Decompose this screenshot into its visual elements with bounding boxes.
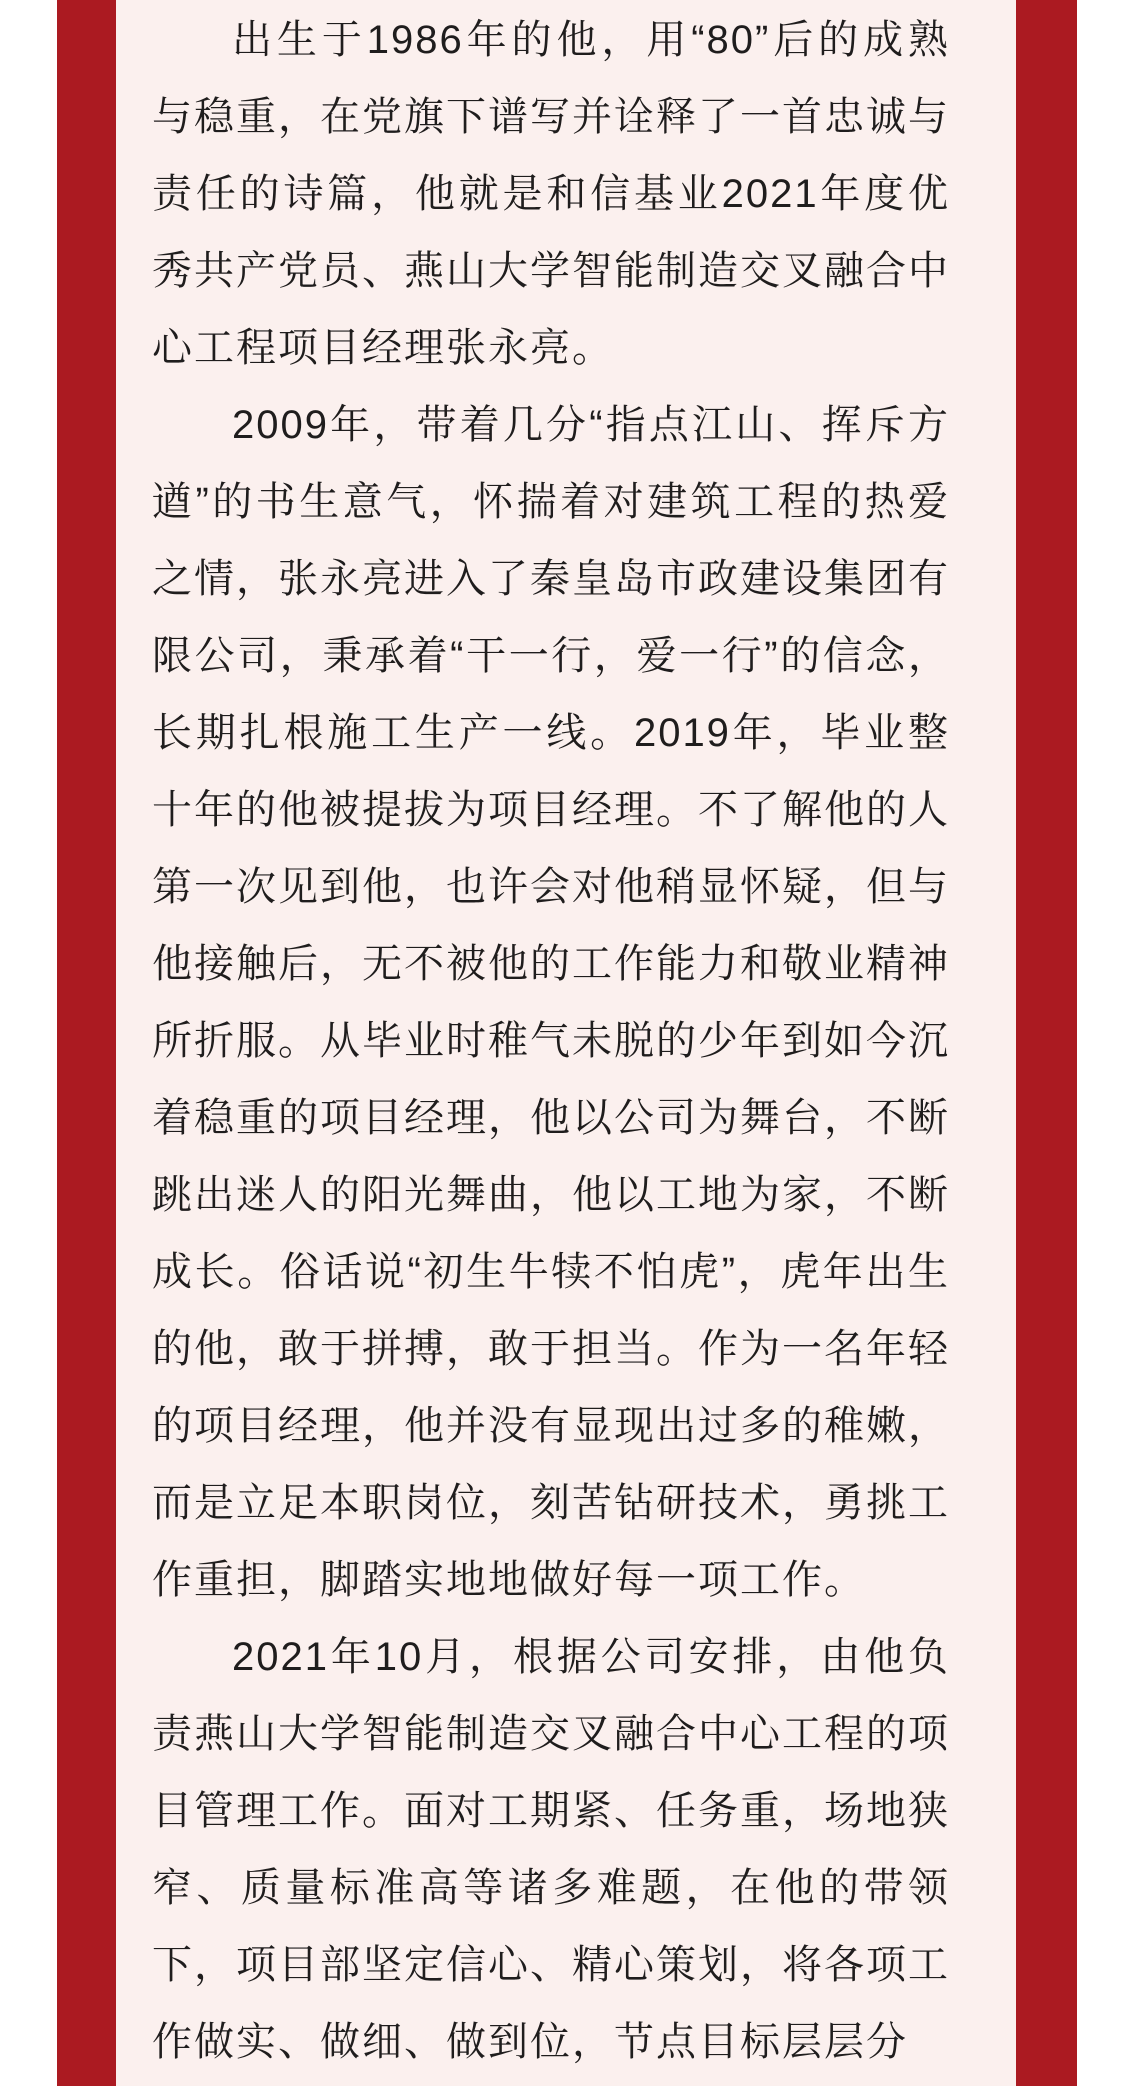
right-red-border — [1016, 0, 1077, 2086]
paragraph-career: 2009年，带着几分“指点江山、挥斥方遒”的书生意气，怀揣着对建筑工程的热爱之情，张永亮进入了秦皇岛市政建设集团有限公司，秉承着“干一行，爱一行”的信念，长期扎根施工生产一线。2019年，毕业整十年的他被提拔为项目经理。不了解他的人第一次见到他，也许会对他稍显怀疑，但与他接触后，无不被他的工作能力和敬业精神所折服。从毕业时稚气未脱的少年到如今沉着稳重的项目经理，他以公司为舞台，不断跳出迷人的阳光舞曲，他以工地为家，不断成长。俗话说“初生牛犊不怕虎”，虎年出生的他，敢于拼搏，敢于担当。作为一名年轻的项目经理，他并没有显现出过多的稚嫩，而是立足本职岗位，刻苦钻研技术，勇挑工作重担，脚踏实地地做好每一项工作。 — [152, 403, 950, 1602]
paragraph-intro: 出生于1986年的他，用“80”后的成熟与稳重，在党旗下谱写并诠释了一首忠诚与责任的诗篇，他就是和信基业2021年度优秀共产党员、燕山大学智能制造交叉融合中心工程项目经理张永亮。 — [152, 18, 950, 370]
paragraph-project: 2021年10月，根据公司安排，由他负责燕山大学智能制造交叉融合中心工程的项目管理工作。面对工期紧、任务重，场地狭窄、质量标准高等诸多难题，在他的带领下，项目部坚定信心、精心策划，将各项工作做实、做细、做到位，节点目标层层分 — [152, 1635, 950, 2064]
left-white-margin — [0, 0, 57, 2086]
article-body — [116, 0, 1016, 2086]
right-white-margin — [1077, 0, 1133, 2086]
left-red-border — [57, 0, 116, 2086]
